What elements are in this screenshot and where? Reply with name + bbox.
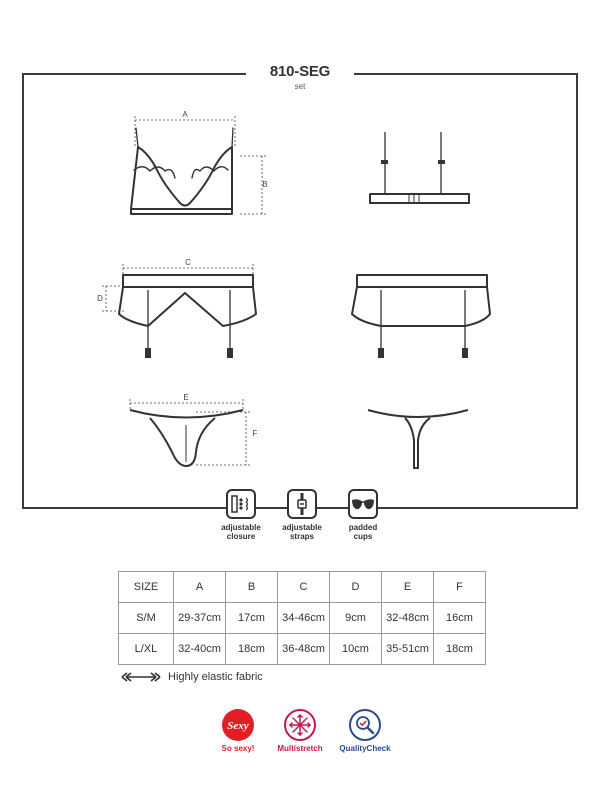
table-cell: 18cm: [434, 634, 486, 665]
feature-label-line1: adjustable: [221, 523, 261, 532]
header-cell-f: F: [434, 572, 486, 603]
quality-check-icon: [349, 709, 381, 741]
table-row: [119, 634, 486, 665]
product-subtitle: set: [294, 82, 306, 91]
dim-label-b: B: [262, 180, 268, 189]
dimension-lines: [102, 116, 266, 465]
elastic-arrows-icon: [120, 672, 162, 682]
garter-belt-front-drawing: [119, 275, 256, 358]
feature-padded-cups: [323, 489, 403, 541]
thong-back-drawing: [368, 410, 468, 468]
product-title: 810-SEG: [269, 63, 331, 80]
table-cell: 10cm: [330, 634, 382, 665]
table-cell: 16cm: [434, 603, 486, 634]
size-table-header-row: [119, 572, 486, 603]
table-cell: 32-40cm: [174, 634, 226, 665]
size-table: [118, 571, 486, 665]
so-sexy-icon-text: Sexy: [227, 720, 249, 732]
feature-label-line2: cups: [353, 532, 373, 541]
header-cell-d: D: [330, 572, 382, 603]
header-cell-size: SIZE: [119, 572, 174, 603]
table-cell: S/M: [119, 603, 174, 634]
table-cell: 34-46cm: [278, 603, 330, 634]
dim-label-c: C: [185, 258, 191, 267]
table-row: [119, 603, 486, 634]
table-cell: 35-51cm: [382, 634, 434, 665]
table-cell: 36-48cm: [278, 634, 330, 665]
badge-so-sexy: [203, 709, 273, 753]
header-cell-a: A: [174, 572, 226, 603]
thong-front-drawing: [130, 410, 243, 466]
so-sexy-icon: [222, 709, 254, 741]
header-cell-b: B: [226, 572, 278, 603]
fabric-note-text: Highly elastic fabric: [168, 671, 263, 683]
table-cell: 18cm: [226, 634, 278, 665]
dim-label-f: F: [252, 429, 258, 438]
badge-multistretch: [265, 709, 335, 753]
header-cell-c: C: [278, 572, 330, 603]
bra-back-drawing: [370, 132, 469, 203]
hook-closure-icon: [226, 489, 256, 519]
dim-label-a: A: [182, 110, 188, 119]
badge-label: So sexy!: [221, 744, 255, 753]
table-cell: 29-37cm: [174, 603, 226, 634]
fabric-note: [120, 669, 263, 685]
badge-quality-check: [330, 709, 400, 753]
badge-label: Multistretch: [277, 744, 323, 753]
header-cell-e: E: [382, 572, 434, 603]
padded-cups-icon: [348, 489, 378, 519]
feature-label-line2: straps: [289, 532, 314, 541]
badge-label: QualityCheck: [339, 744, 391, 753]
strap-slider-icon: [287, 489, 317, 519]
feature-label-line1: adjustable: [282, 523, 322, 532]
garter-belt-back-drawing: [352, 275, 490, 358]
table-cell: 32-48cm: [382, 603, 434, 634]
table-cell: 17cm: [226, 603, 278, 634]
feature-label-line1: padded: [348, 523, 378, 532]
table-cell: 9cm: [330, 603, 382, 634]
dim-label-d: D: [97, 294, 103, 303]
feature-label: [323, 523, 403, 541]
feature-label-line2: closure: [226, 532, 256, 541]
bra-front-drawing: [131, 128, 233, 214]
multistretch-icon: [284, 709, 316, 741]
dim-label-e: E: [183, 393, 189, 402]
table-cell: L/XL: [119, 634, 174, 665]
